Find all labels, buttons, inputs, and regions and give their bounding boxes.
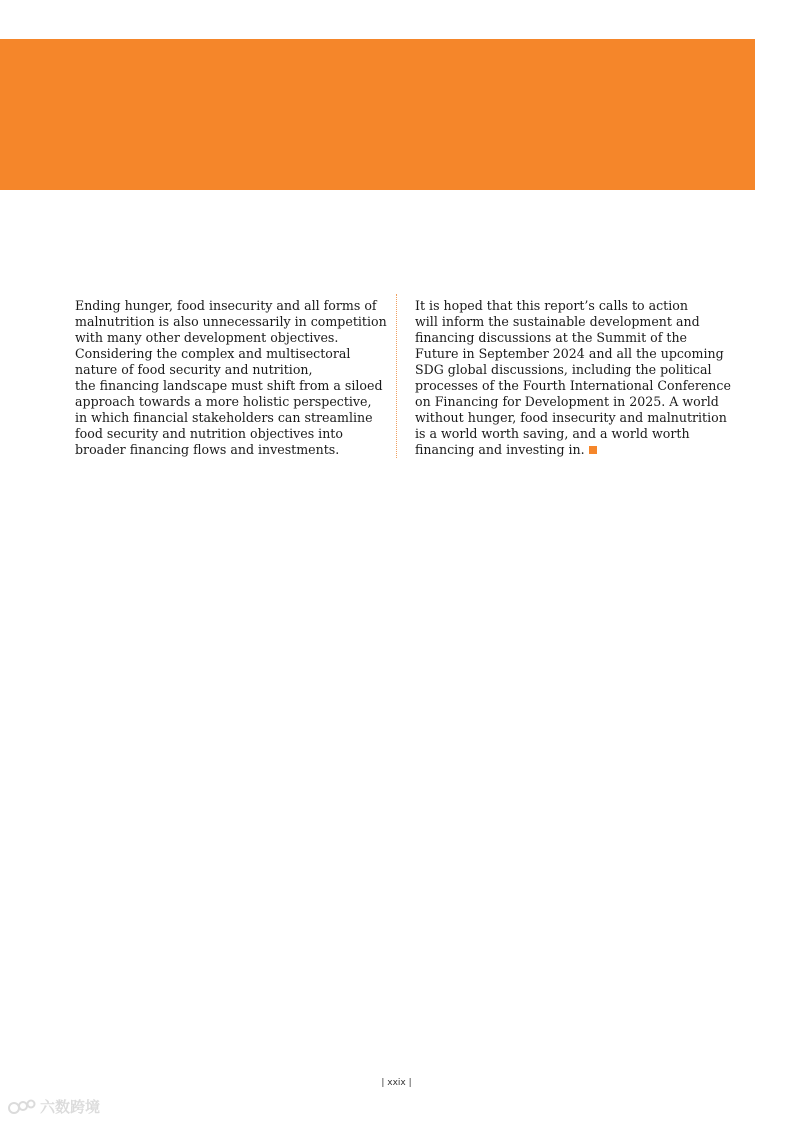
text-line: in which financial stakeholders can streamline xyxy=(75,410,373,425)
text-line: SDG global discussions, including the political xyxy=(415,362,712,377)
text-line: on Financing for Development in 2025. A world xyxy=(415,394,719,409)
text-line: broader financing flows and investments. xyxy=(75,442,340,457)
text-line-content: financing and investing in. xyxy=(415,442,585,457)
text-line: approach towards a more holistic perspective, xyxy=(75,394,372,409)
column-divider xyxy=(396,294,397,458)
text-line: Considering the complex and multisectoral xyxy=(75,346,351,361)
text-line: with many other development objectives. xyxy=(75,330,339,345)
text-line: processes of the Fourth International Conference xyxy=(415,378,731,393)
text-line: is a world worth saving, and a world worth xyxy=(415,426,690,441)
watermark-text: 六数跨境 xyxy=(40,1098,101,1116)
text-line: malnutrition is also unnecessarily in competition xyxy=(75,314,387,329)
text-line: financing discussions at the Summit of the xyxy=(415,330,688,345)
text-line: the financing landscape must shift from a siloed xyxy=(75,378,383,393)
header-banner xyxy=(0,39,755,190)
watermark xyxy=(8,1096,100,1117)
text-line: It is hoped that this report’s calls to action xyxy=(415,298,688,313)
text-line: nature of food security and nutrition, xyxy=(75,362,313,377)
text-line: will inform the sustainable development and xyxy=(415,314,700,329)
text-line: without hunger, food insecurity and malnutrition xyxy=(415,410,727,425)
right-column-text xyxy=(415,298,731,458)
end-mark-square-icon xyxy=(589,446,597,454)
text-line: food security and nutrition objectives into xyxy=(75,426,343,441)
watermark-logo-icon xyxy=(8,1098,36,1116)
text-line-last xyxy=(415,442,720,458)
left-column-text xyxy=(75,298,387,458)
page-number: | xxix | xyxy=(381,1078,412,1088)
text-line: Future in September 2024 and all the upcoming xyxy=(415,346,724,361)
text-line: Ending hunger, food insecurity and all forms of xyxy=(75,298,377,313)
